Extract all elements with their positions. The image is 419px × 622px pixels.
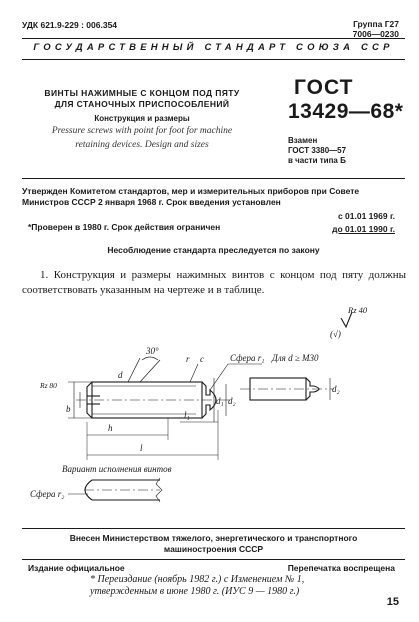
d-label: d [118, 370, 123, 380]
replace-line2: ГОСТ 3380—57 [288, 146, 347, 155]
h-label: h [108, 423, 113, 433]
footer-rule-top [22, 528, 405, 529]
title-ru-line2: ДЛЯ СТАНОЧНЫХ ПРИСПОСОБЛЕНИЙ [54, 99, 230, 109]
reissue-line2: утвержденным в июне 1980 г. (ИУС 9 — 1980 г.) [90, 586, 300, 597]
roughness-suffix: (√) [330, 329, 341, 339]
page-number: 15 [386, 596, 399, 608]
rz80-label: Rz 80 [40, 381, 57, 390]
gost-number: 13429—68* [288, 100, 404, 123]
d2-label: d₂ [228, 396, 236, 406]
issued-by [22, 533, 405, 555]
sphere-r1-label: Сфера r₁ [230, 353, 265, 363]
header-rule-bottom [22, 59, 405, 60]
angle-line-a [128, 358, 140, 382]
r-label: r [186, 354, 190, 364]
title-en-line1: Pressure screws with point for foot for machine [51, 126, 233, 136]
replaces-standard [288, 136, 346, 166]
angle-line-b [140, 360, 160, 382]
group-line1: Группа Г27 [353, 19, 399, 29]
group-line2: 7006—0230 [352, 29, 399, 39]
valid-until-date: до 01.01 1990 г. [332, 224, 395, 234]
c-label: c [200, 354, 204, 364]
official-edition: Издание официальное [28, 563, 125, 573]
sphere-r2-label: Сфера r₂ [30, 489, 65, 499]
approval-text: Утвержден Комитетом стандартов, мер и измерительных приборов при Совете Министров СССР 2 января 1968 г. Срок введения установлен [22, 186, 360, 207]
alt-d2-label: d₂ [332, 384, 340, 394]
state-standard-banner: ГОСУДАРСТВЕННЫЙ СТАНДАРТ СОЮЗА ССР [33, 42, 394, 53]
checked-note: *Проверен в 1980 г. Срок действия ограничен [28, 222, 221, 232]
issued-line1: Внесен Министерством тяжелого, энергетического и транспортного [69, 533, 358, 543]
l-label: l [140, 443, 143, 453]
d1-label: d₁ [216, 396, 224, 406]
title-block [22, 88, 262, 151]
angle-arc [142, 357, 158, 360]
l1-label: l₁ [184, 410, 190, 420]
replace-line1: Взамен [288, 136, 318, 145]
reissue-note [90, 574, 390, 598]
header-rule-top [22, 38, 405, 39]
approval-rule [22, 178, 405, 179]
title-ru-line1: ВИНТЫ НАЖИМНЫЕ С КОНЦОМ ПОД ПЯТУ [44, 88, 240, 98]
footer-rule-bottom [22, 559, 405, 560]
angle-label: 30° [146, 346, 159, 356]
reprint-prohibited: Перепечатка воспрещена [287, 563, 395, 573]
reissue-line1: * Переиздание (ноябрь 1982 г.) с Изменением № 1, [90, 574, 305, 585]
screw-drawing [0, 300, 419, 525]
variant-label: Вариант исполнения винтов [62, 464, 172, 474]
group-code [353, 19, 399, 39]
r-leader [190, 364, 198, 382]
for-d-label: Для d ≥ M30 [272, 353, 319, 363]
issued-line2: машиностроения СССР [163, 544, 264, 554]
sphere-leader [210, 364, 228, 390]
title-en-line2: retaining devices. Design and sizes [75, 140, 209, 150]
legal-warning: Несоблюдение стандарта преследуется по закону [107, 245, 320, 255]
replace-line3: в части типа Б [288, 156, 346, 165]
roughness-label: Rz 40 [348, 305, 368, 315]
title-ru-subtitle: Конструкция и размеры [94, 114, 190, 123]
gost-label: ГОСТ [294, 76, 354, 99]
udk-code: УДК 621.9-229 : 006.354 [22, 20, 118, 30]
b-label: b [66, 404, 71, 414]
body-paragraph: 1. Конструкция и размеры нажимных винтов с концом под пяту должны соответствовать указанным на чертеже и в таблице. [22, 269, 406, 296]
intro-date: с 01.01 1969 г. [337, 211, 395, 221]
